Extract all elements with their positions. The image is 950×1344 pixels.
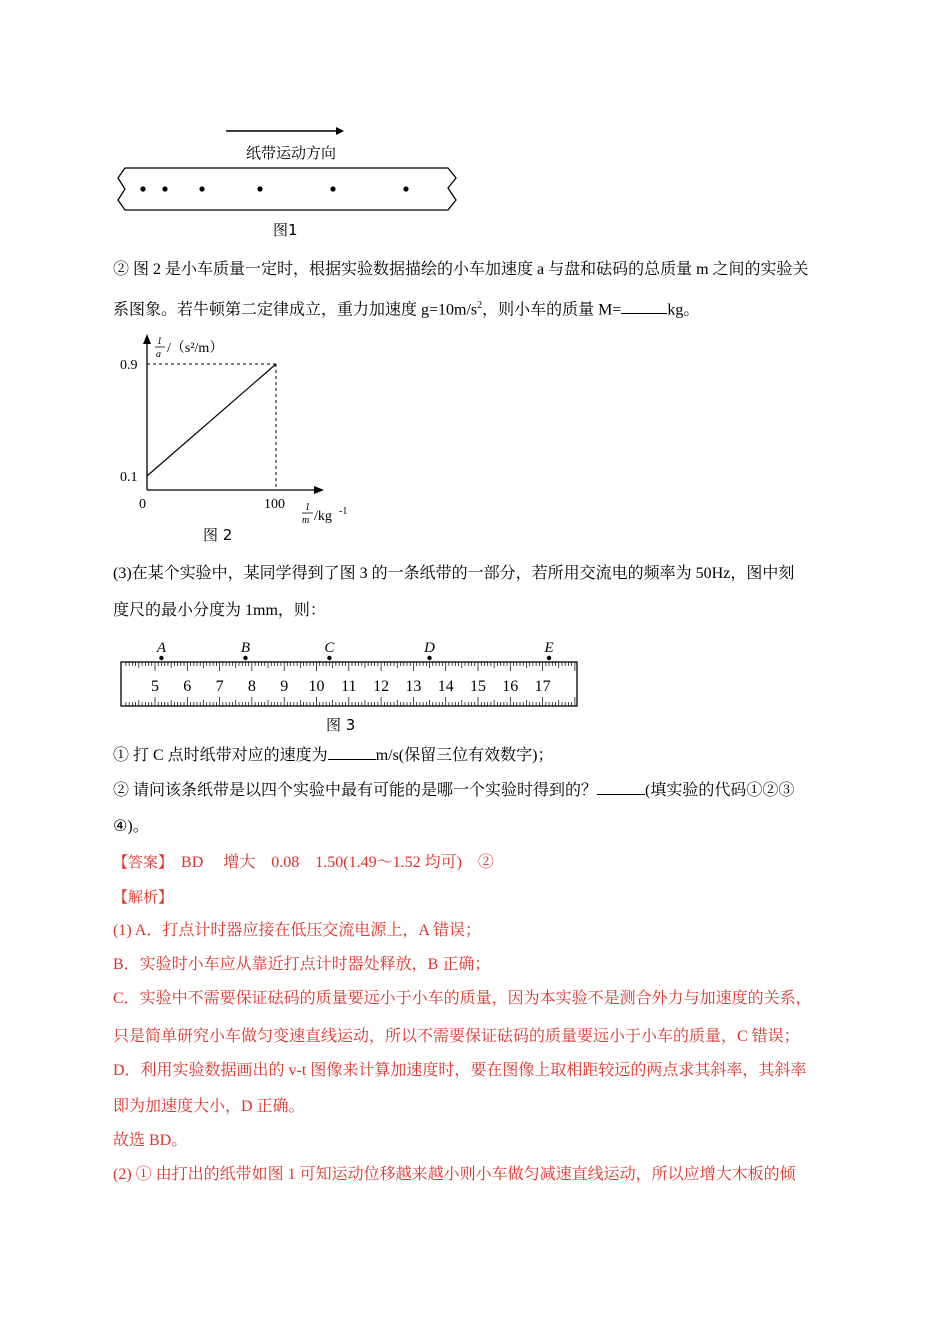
tape-dot — [403, 186, 408, 191]
ruler-number: 8 — [247, 678, 256, 695]
tape-dot — [199, 186, 204, 191]
ruler-number: 14 — [437, 678, 454, 695]
x-label-numerator: 1 — [305, 502, 310, 513]
ruler-number: 10 — [308, 678, 325, 695]
x-label-denominator: m — [302, 515, 310, 526]
figure-2 — [110, 330, 370, 550]
figure-2-chart — [110, 330, 370, 550]
analysis-line: 只是简单研究小车做匀变速直线运动，所以不需要保证砝码的质量要远小于小车的质量，C 错误； — [113, 1028, 800, 1045]
q3-sub1 — [113, 745, 553, 767]
q3-sub2-pre: ② 请问该条纸带是以四个实验中最有可能的是哪一个实验时得到的？ — [113, 782, 598, 799]
q3-line2: 度尺的最小分度为 1mm，则： — [113, 602, 326, 619]
tape-dot — [140, 186, 145, 191]
tape-point-label: A — [156, 640, 167, 656]
q3-sub2 — [113, 780, 794, 802]
q3-sub2-post: (填实验的代码①②③ — [645, 782, 795, 799]
tape-point-dot — [243, 656, 247, 660]
x-axis-arrow-icon — [314, 486, 324, 494]
analysis-label: 【解析】 — [113, 888, 174, 906]
tape-dot — [330, 186, 335, 191]
tape-points — [156, 640, 554, 660]
tick-y-top: 0.9 — [120, 358, 138, 373]
answer-blank[interactable] — [621, 299, 667, 314]
tape-dot — [257, 186, 262, 191]
y-label-unit: /（s²/m） — [167, 341, 224, 356]
arrow-head-icon — [336, 127, 344, 135]
answer-line — [113, 851, 494, 874]
q2b-line2 — [113, 295, 699, 321]
tape-point-label: C — [324, 640, 335, 656]
figure-1-caption: 图1 — [273, 221, 298, 239]
tape-point-label: B — [240, 640, 251, 656]
tick-y-bottom: 0.1 — [120, 470, 138, 485]
analysis-line: (1) A．打点计时器应接在低压交流电源上，A 错误； — [113, 922, 482, 939]
answer-values: BD 增大 0.08 1.50(1.49～1.52 均可) ② — [181, 854, 494, 871]
analysis-line: (2) ① 由打出的纸带如图 1 可知运动位移越来越小则小车做匀减速直线运动，所以应增大木板的倾 — [113, 1166, 796, 1183]
analysis-line: 即为加速度大小，D 正确。 — [113, 1098, 305, 1115]
ruler-number: 13 — [405, 678, 422, 695]
y-label-denominator: a — [156, 349, 161, 360]
ruler-number: 16 — [502, 678, 519, 695]
tick-x-end: 100 — [264, 497, 285, 512]
q2b-line2-post: kg。 — [667, 301, 700, 319]
x-label-sup: -1 — [339, 506, 348, 517]
q2b-line2-mid: ，则小车的质量 M= — [482, 301, 622, 319]
q3-line1: (3)在某个实验中，某同学得到了图 3 的一条纸带的一部分，若所用交流电的频率为 50Hz，图中刻 — [113, 565, 795, 582]
q3-sub2-line2: ④)。 — [113, 818, 149, 835]
q2b-line1: ② 图 2 是小车质量一定时，根据实验数据描绘的小车加速度 a 与盘和砝码的总质量 m 之间的实验关 — [113, 261, 809, 278]
ruler-number: 5 — [151, 678, 159, 695]
figure-3 — [115, 636, 585, 740]
answer-blank[interactable] — [597, 780, 645, 795]
q3-sub1-post: m/s(保留三位有效数字)； — [375, 747, 554, 764]
x-label-unit: /kg — [314, 509, 332, 524]
ruler-number: 7 — [215, 678, 224, 695]
q2b-line2-pre: 系图象。若牛顿第二定律成立，重力加速度 g=10m/s — [113, 301, 478, 319]
answer-blank[interactable] — [328, 745, 376, 760]
q3-sub1-pre: ① 打 C 点时纸带对应的速度为 — [113, 747, 328, 764]
tick-x-origin: 0 — [139, 497, 146, 512]
tape-diagram — [110, 118, 470, 218]
figure-2-caption: 图 2 — [203, 526, 233, 544]
tape-dot — [162, 186, 167, 191]
ruler-number: 15 — [470, 678, 486, 695]
tape-point-dot — [159, 656, 163, 660]
tape-point-dot — [327, 656, 331, 660]
answer-label: 【答案】 — [113, 853, 174, 871]
series-line — [147, 364, 276, 476]
tape-point-label: D — [424, 640, 435, 656]
y-label-numerator: 1 — [157, 336, 162, 347]
ruler-number: 6 — [183, 678, 192, 695]
analysis-line: C．实验中不需要保证砝码的质量要远小于小车的质量，因为本实验不是测合外力与加速度的关系， — [113, 990, 812, 1007]
q2b-line2-sup: 2 — [477, 300, 483, 311]
ruler-number: 12 — [373, 678, 390, 695]
y-axis-arrow-icon — [143, 334, 151, 344]
tape-point-dot — [547, 656, 551, 660]
ruler-diagram — [115, 636, 585, 716]
direction-label: 纸带运动方向 — [246, 144, 337, 162]
ruler-number: 9 — [280, 678, 289, 695]
ruler-number: 17 — [534, 678, 551, 695]
figure-1 — [110, 118, 470, 238]
analysis-line: 故选 BD。 — [113, 1132, 188, 1149]
analysis-line: D．利用实验数据画出的 v-t 图像来计算加速度时，要在图像上取相距较远的两点求其斜率，其斜率 — [113, 1062, 807, 1079]
tape-point-label: E — [544, 640, 554, 656]
figure-3-caption: 图 3 — [326, 716, 356, 734]
tape-point-dot — [427, 656, 431, 660]
ruler-number: 11 — [341, 678, 357, 695]
analysis-line: B．实验时小车应从靠近打点计时器处释放，B 正确； — [113, 956, 491, 973]
